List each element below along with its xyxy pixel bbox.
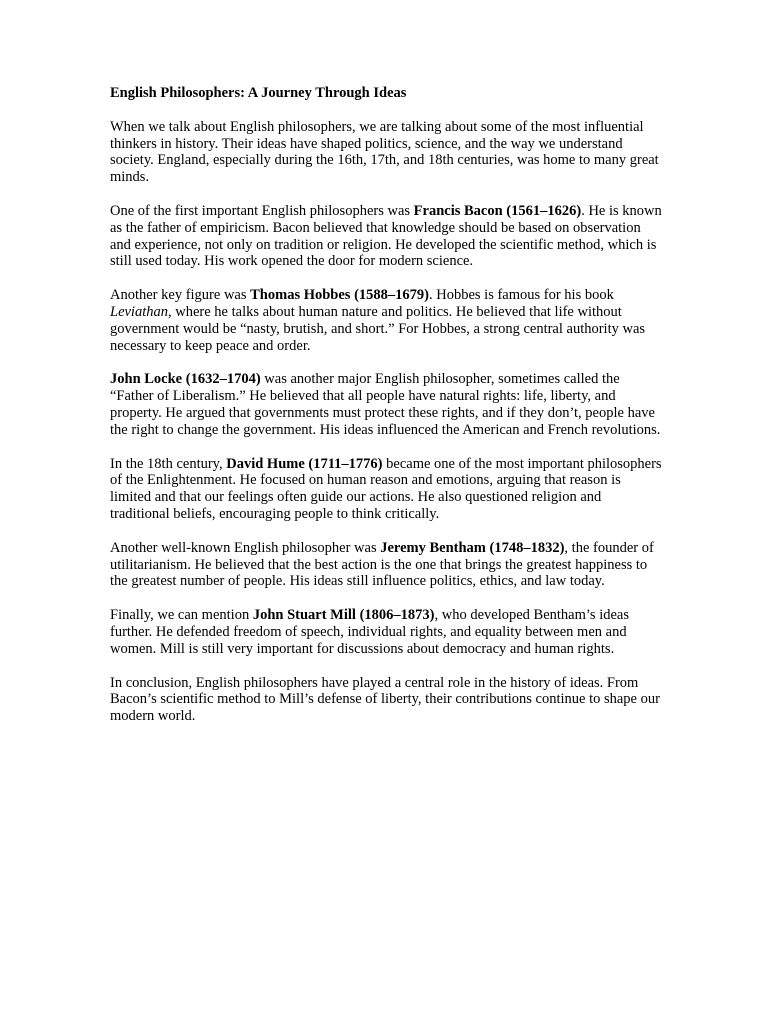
philosopher-name-bacon: Francis Bacon (1561–1626): [413, 202, 582, 219]
paragraph-mill: [110, 607, 662, 657]
paragraph-conclusion: In conclusion, English philosophers have played a central role in the history of ideas. From Bacon’s scientific method to Mill’s defense of liberty, their contributions continue to shape our modern world.: [110, 674, 660, 725]
document-title: English Philosophers: A Journey Through Ideas: [110, 85, 407, 101]
philosopher-name-locke: John Locke (1632–1704): [110, 371, 261, 388]
paragraph-text: , the founder of utilitarianism. He believed that the best action is the one that brings the greatest happiness to the greatest number of people. His ideas still influence politics, ethics, and law today.: [110, 539, 654, 590]
paragraph-hume: [110, 456, 662, 523]
document-body: [110, 85, 662, 742]
paragraph-text: Finally, we can mention: [110, 607, 253, 624]
paragraph-bentham: [110, 540, 662, 590]
paragraph-text: . Hobbes is famous for his book: [428, 287, 614, 304]
paragraph-intro: When we talk about English philosophers, we are talking about some of the most influential thinkers in history. Their ideas have shaped politics, science, and the way we understand society. England, especially during the 16th, 17th, and 18th centuries, was home to many great minds.: [110, 118, 659, 186]
paragraph-bacon: [110, 203, 662, 270]
paragraph-text: In the 18th century,: [110, 455, 227, 472]
paragraph-text: Another key figure was: [110, 287, 251, 304]
paragraph-text: , where he talks about human nature and politics. He believed that life without government would be “nasty, brutish, and short.” For Hobbes, a strong central authority was necessary to keep peace and order.: [110, 303, 646, 354]
book-title-leviathan: Leviathan: [110, 303, 168, 320]
philosopher-name-hobbes: Thomas Hobbes (1588–1679): [250, 287, 429, 304]
philosopher-name-bentham: Jeremy Bentham (1748–1832): [380, 539, 565, 556]
paragraph-text: , who developed Bentham’s ideas further. He defended freedom of speech, individual rights, and equality between men and women. Mill is still very important for discussions about democracy and human rights.: [110, 607, 629, 657]
paragraph-hobbes: [110, 287, 662, 354]
philosopher-name-mill: John Stuart Mill (1806–1873): [252, 607, 435, 624]
paragraph-text: Another well-known English philosopher was: [110, 539, 381, 556]
philosopher-name-hume: David Hume (1711–1776): [226, 455, 383, 472]
paragraph-text: was another major English philosopher, sometimes called the “Father of Liberalism.” He believed that all people have natural rights: life, liberty, and property. He argued that governments must protect these rights, and if they don’t, people have the right to change the government. His ideas influenced the American and French revolutions.: [110, 371, 661, 438]
paragraph-text: became one of the most important philosophers of the Enlightenment. He focused on human reason and emotions, arguing that reason is limited and that our feelings often guide our actions. He also questioned religion and traditional beliefs, encouraging people to think critically.: [110, 455, 662, 522]
paragraph-locke: [110, 371, 662, 438]
paragraph-text: . He is known as the father of empiricism. Bacon believed that knowledge should be based on observation and experience, not only on tradition or religion. He developed the scientific method, which is still used today. His work opened the door for modern science.: [110, 202, 662, 270]
paragraph-text: One of the first important English philosophers was: [110, 202, 414, 219]
